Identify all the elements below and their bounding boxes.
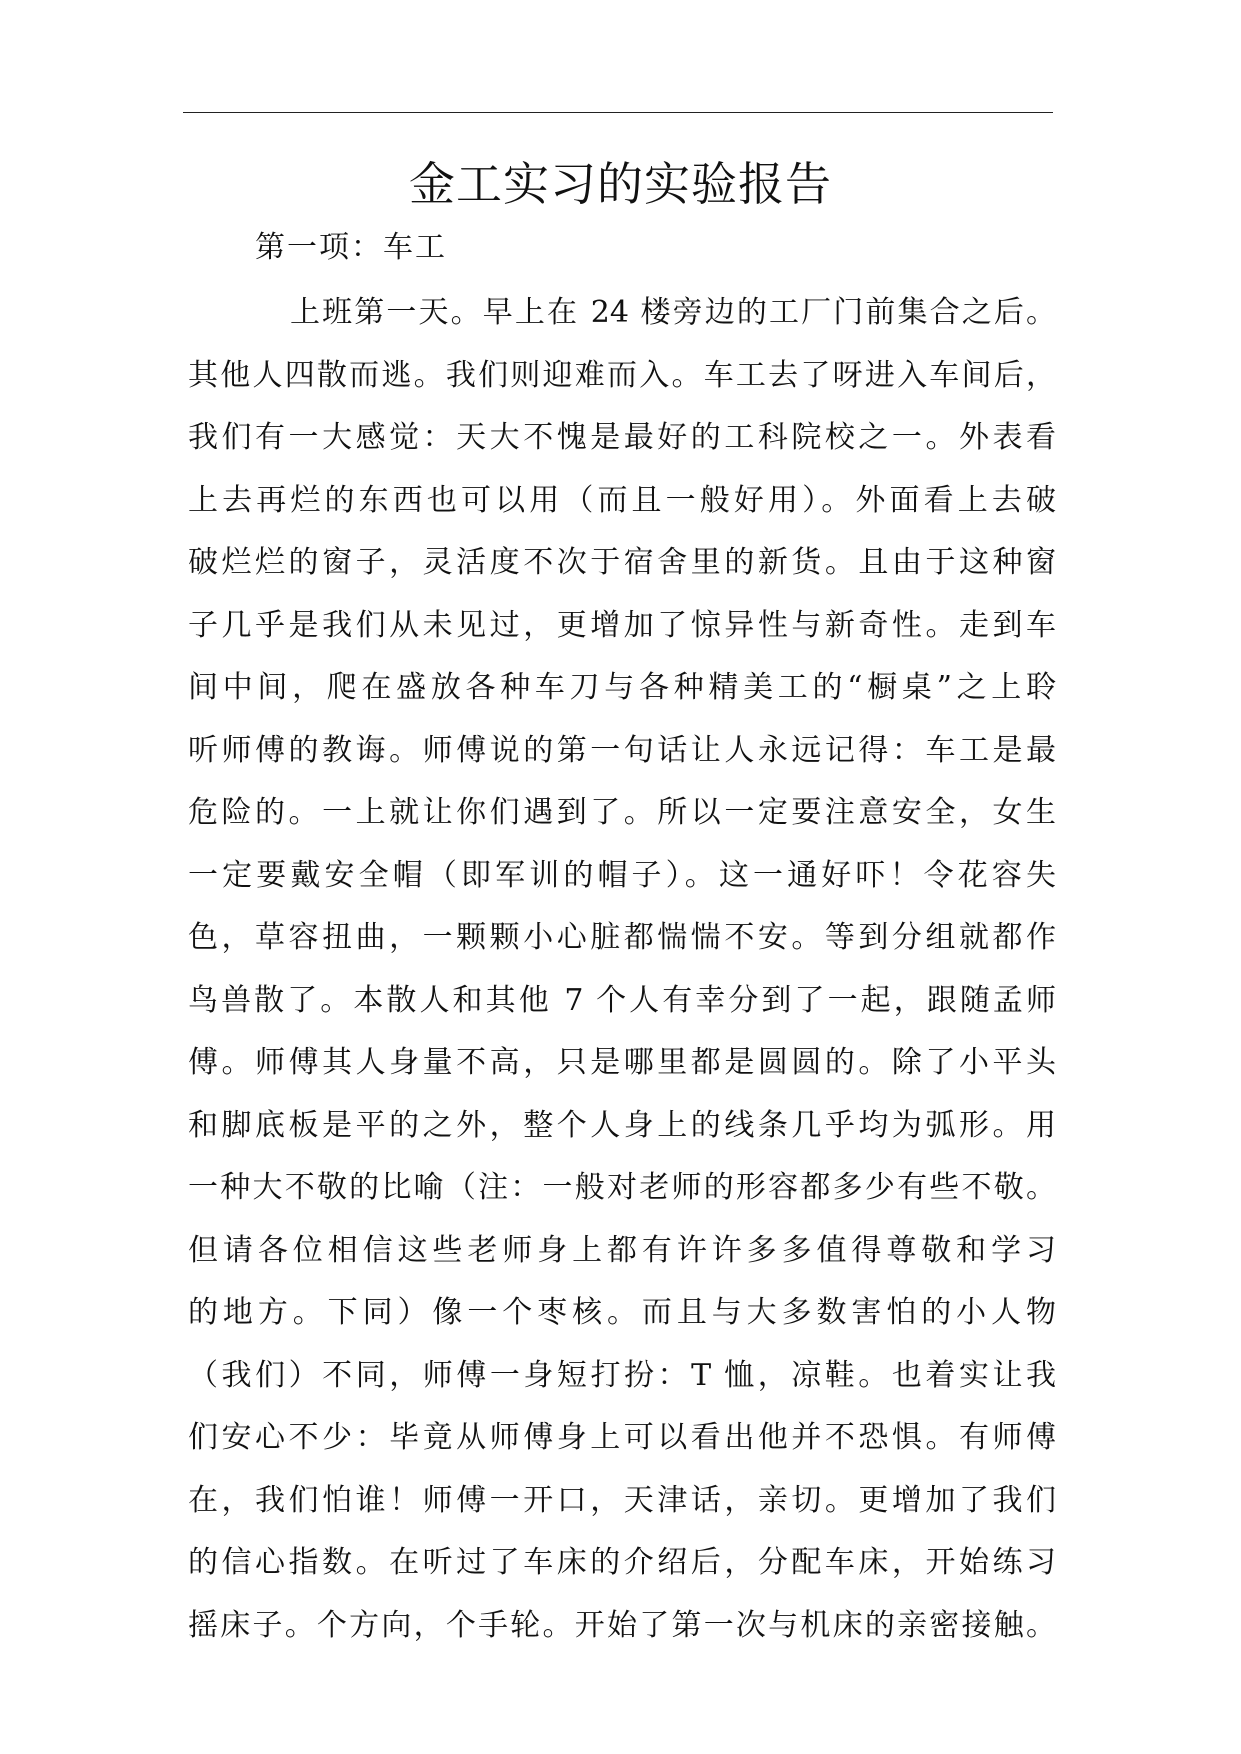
page-title: 金工实习的实验报告 — [409, 157, 832, 211]
body-line: 上去再烂的东西也可以用（而且一般好用）。外面看上去破 — [188, 482, 1056, 518]
body-line: 上班第一天。早上在 24 楼旁边的工厂门前集合之后。 — [290, 295, 1056, 330]
body-line: 子几乎是我们从未见过，更增加了惊异性与新奇性。走到车 — [188, 607, 1056, 643]
body-line: 但请各位相信这些老师身上都有许许多多值得尊敬和学习 — [188, 1232, 1056, 1268]
body-text — [188, 282, 1056, 1657]
body-line: 鸟兽散了。本散人和其他 7 个人有幸分到了一起，跟随孟师 — [188, 982, 1056, 1018]
body-line: 摇床子。个方向，个手轮。开始了第一次与机床的亲密接触。 — [188, 1607, 1056, 1643]
body-line: 的信心指数。在听过了车床的介绍后，分配车床，开始练习 — [188, 1545, 1056, 1580]
body-line: 的地方。下同）像一个枣核。而且与大多数害怕的小人物 — [188, 1295, 1056, 1330]
body-line: 其他人四散而逃。我们则迎难而入。车工去了呀进入车间后， — [188, 357, 1056, 393]
body-line: 间中间，爬在盛放各种车刀与各种精美工的“橱桌”之上聆 — [188, 670, 1056, 705]
body-line: 一种大不敬的比喻（注：一般对老师的形容都多少有些不敬。 — [188, 1170, 1056, 1205]
body-line: 色，草容扭曲，一颗颗小心脏都惴惴不安。等到分组就都作 — [188, 920, 1056, 955]
body-line: 危险的。一上就让你们遇到了。所以一定要注意安全，女生 — [188, 795, 1056, 830]
body-line: 傅。师傅其人身量不高，只是哪里都是圆圆的。除了小平头 — [188, 1045, 1056, 1080]
header-rule — [183, 112, 1053, 113]
body-line: （我们）不同，师傅一身短打扮：T 恤，凉鞋。也着实让我 — [188, 1357, 1056, 1393]
body-line: 一定要戴安全帽（即军训的帽子）。这一通好吓！令花容失 — [188, 857, 1056, 893]
body-line: 听师傅的教诲。师傅说的第一句话让人永远记得：车工是最 — [188, 732, 1056, 768]
body-line: 我们有一大感觉：天大不愧是最好的工科院校之一。外表看 — [188, 420, 1056, 455]
body-line: 破烂烂的窗子，灵活度不次于宿舍里的新货。且由于这种窗 — [188, 545, 1056, 580]
body-line: 和脚底板是平的之外，整个人身上的线条几乎均为弧形。用 — [188, 1107, 1056, 1143]
body-line: 在，我们怕谁！师傅一开口，天津话，亲切。更增加了我们 — [188, 1482, 1056, 1518]
body-line: 们安心不少：毕竟从师傅身上可以看出他并不恐惧。有师傅 — [188, 1420, 1056, 1455]
section-heading: 第一项：车工 — [255, 230, 447, 265]
